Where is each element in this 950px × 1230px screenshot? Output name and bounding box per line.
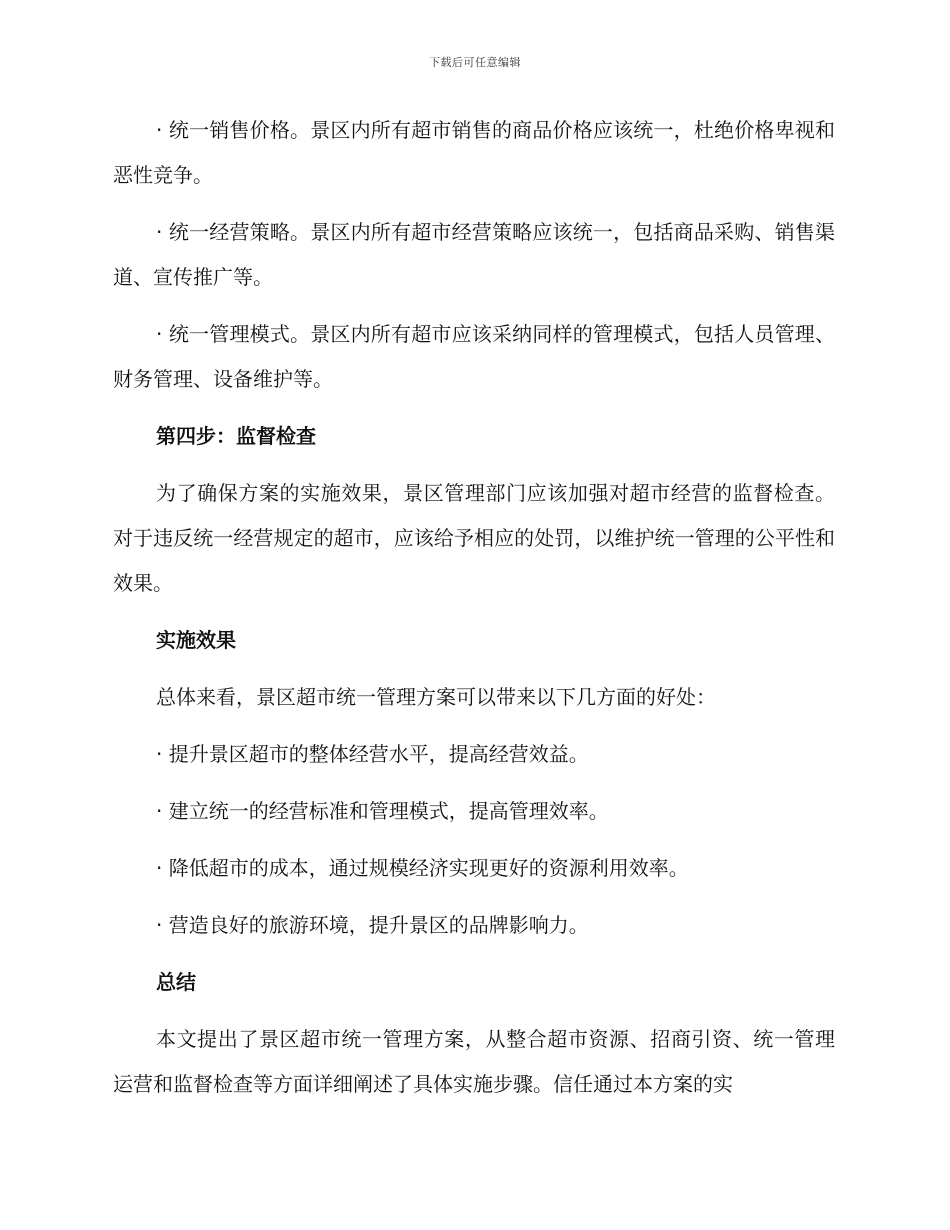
paragraph-supervision: 为了确保方案的实施效果，景区管理部门应该加强对超市经营的监督检查。对于违反统一经营规定的超市，应该给予相应的处罚，以维护统一管理的公平性和效果。	[113, 481, 835, 595]
heading-implementation-effect: 实施效果	[156, 628, 236, 652]
page-header: 下载后可任意编辑	[429, 56, 521, 69]
heading-step-four: 第四步：监督检查	[156, 424, 316, 448]
paragraph-unified-management: · 统一管理模式。景区内所有超市应该采纳同样的管理模式，包括人员管理、财务管理、设备维护等。	[113, 322, 835, 391]
document-body	[113, 108, 835, 1119]
list-item-benefit: · 降低超市的成本，通过规模经济实现更好的资源利用效率。	[156, 856, 689, 880]
paragraph-unified-pricing: · 统一销售价格。景区内所有超市销售的商品价格应该统一，杜绝价格卑视和恶性竞争。	[113, 118, 835, 187]
paragraph-summary: 本文提出了景区超市统一管理方案，从整合超市资源、招商引资、统一管理运营和监督检查等方面详细阐述了具体实施步骤。信任通过本方案的实	[113, 1027, 835, 1096]
heading-summary: 总结	[156, 970, 196, 994]
paragraph-unified-strategy: · 统一经营策略。景区内所有超市经营策略应该统一，包括商品采购、销售渠道、宣传推广等。	[113, 220, 835, 289]
list-item-benefit: · 营造良好的旅游环境，提升景区的品牌影响力。	[156, 913, 589, 937]
paragraph-benefits-intro: 总体来看，景区超市统一管理方案可以带来以下几方面的好处：	[156, 685, 716, 709]
list-item-benefit: · 提升景区超市的整体经营水平，提高经营效益。	[156, 742, 589, 766]
list-item-benefit: · 建立统一的经营标准和管理模式，提高管理效率。	[156, 799, 609, 823]
